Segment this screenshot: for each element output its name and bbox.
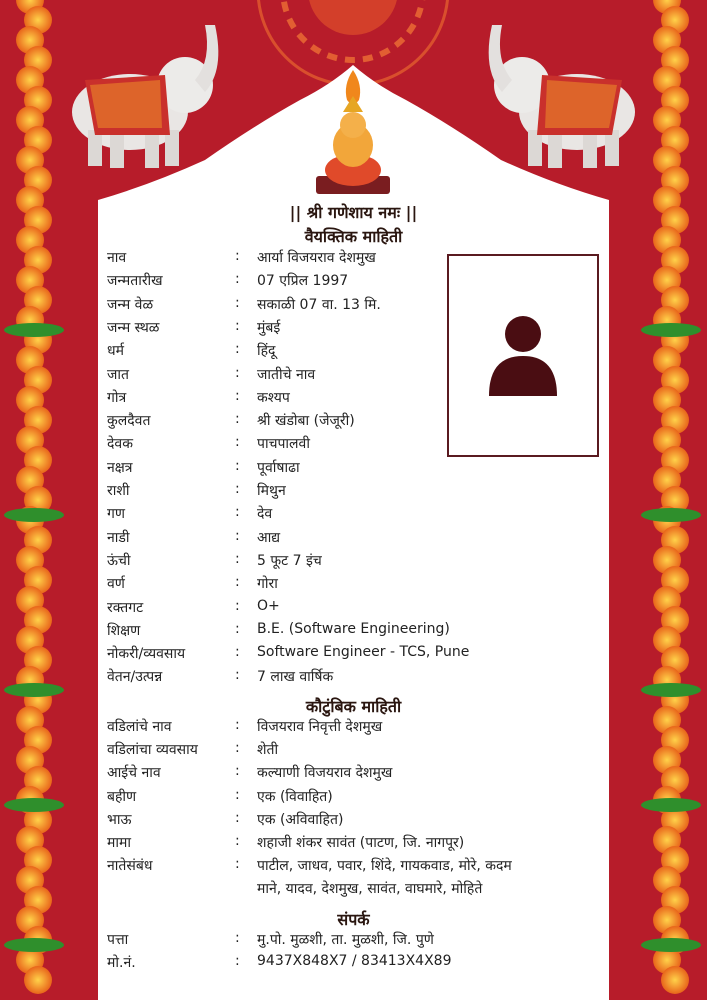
field-value: Software Engineer - TCS, Pune <box>257 644 470 661</box>
field-value: कल्याणी विजयराव देशमुख <box>257 765 393 782</box>
field-value: हिंदू <box>257 343 276 360</box>
field-value: मुंबई <box>257 319 281 336</box>
field-value: माने, यादव, देशमुख, सावंत, वाघमारे, मोहिते <box>257 881 483 898</box>
field-separator: : <box>235 434 240 451</box>
field-label: जन्म वेळ <box>107 296 154 313</box>
field-label: राशी <box>107 483 130 499</box>
field-separator: : <box>235 930 240 946</box>
leaf-ornament <box>4 798 64 812</box>
contact-row <box>107 953 607 977</box>
field-separator: : <box>235 527 240 544</box>
field-value: विजयराव निवृत्ती देशमुख <box>257 719 383 735</box>
family-row <box>107 833 607 857</box>
field-value: एक (अविवाहित) <box>257 811 344 828</box>
field-value: मिथुन <box>257 483 286 499</box>
field-value: जातीचे नाव <box>257 366 316 383</box>
field-separator: : <box>235 341 240 358</box>
field-label: देवक <box>107 436 133 453</box>
field-value: पूर्वाषाढा <box>257 459 300 476</box>
field-separator: : <box>235 364 240 381</box>
field-value: पाचपालवी <box>257 436 310 453</box>
field-label: मामा <box>107 835 131 851</box>
personal-row <box>107 667 607 691</box>
field-separator: : <box>235 809 240 826</box>
field-separator: : <box>235 786 240 803</box>
field-label: शिक्षण <box>107 622 141 639</box>
field-value: B.E. (Software Engineering) <box>257 620 450 637</box>
family-row <box>107 879 607 903</box>
field-label: नाडी <box>107 529 130 546</box>
personal-row <box>107 551 607 575</box>
field-value: आद्य <box>257 529 281 546</box>
field-label: भाऊ <box>107 811 132 828</box>
field-separator: : <box>235 667 240 684</box>
personal-row <box>107 644 607 668</box>
field-separator: : <box>235 717 240 733</box>
field-label: ऊंची <box>107 552 131 569</box>
field-label: पत्ता <box>107 932 129 948</box>
personal-row <box>107 621 607 645</box>
field-separator: : <box>235 481 240 497</box>
family-row <box>107 787 607 811</box>
field-separator: : <box>235 387 240 404</box>
family-row <box>107 810 607 834</box>
field-separator: : <box>235 856 240 873</box>
field-separator: : <box>235 411 240 428</box>
field-label: नोकरी/व्यवसाय <box>107 646 186 663</box>
field-label: कुलदैवत <box>107 413 151 430</box>
field-value: 9437X848X7 / 83413X4X89 <box>257 953 452 969</box>
field-label: गण <box>107 506 126 523</box>
field-separator: : <box>235 550 240 567</box>
personal-row <box>107 481 607 505</box>
field-value: शेती <box>257 742 279 759</box>
family-row <box>107 717 607 741</box>
field-value: गोरा <box>257 576 278 593</box>
leaf-ornament <box>641 323 701 337</box>
contact-section-heading: संपर्क <box>337 910 370 929</box>
leaf-ornament <box>4 938 64 952</box>
field-value: देव <box>257 506 273 523</box>
leaf-ornament <box>4 323 64 337</box>
family-row <box>107 763 607 787</box>
field-separator: : <box>235 271 240 288</box>
field-value: 07 एप्रिल 1997 <box>257 273 349 290</box>
personal-row <box>107 528 607 552</box>
leaf-ornament <box>641 798 701 812</box>
field-value: पाटील, जाधव, पवार, शिंदे, गायकवाड, मोरे, कदम <box>257 858 512 875</box>
personal-row <box>107 458 607 482</box>
field-separator: : <box>235 457 240 474</box>
contact-row <box>107 930 607 954</box>
field-separator: : <box>235 953 240 969</box>
field-label: धर्म <box>107 343 124 360</box>
field-separator: : <box>235 620 240 637</box>
personal-section-heading: वैयक्तिक माहिती <box>304 227 403 246</box>
field-label: जन्मतारीख <box>107 273 163 290</box>
leaf-ornament <box>641 938 701 952</box>
field-value: एक (विवाहित) <box>257 788 333 805</box>
person-silhouette-icon <box>449 256 597 455</box>
family-section-heading: कौटुंबिक माहिती <box>305 697 402 716</box>
field-value: 5 फूट 7 इंच <box>257 552 322 569</box>
field-value: मु.पो. मुळशी, ता. मुळशी, जि. पुणे <box>257 932 434 948</box>
field-label: वेतन/उत्पन्न <box>107 669 163 686</box>
field-label: नाव <box>107 250 127 266</box>
field-label: नक्षत्र <box>107 459 133 476</box>
marigold-flower <box>24 966 52 994</box>
field-label: रक्तगट <box>107 599 144 616</box>
field-separator: : <box>235 317 240 334</box>
field-label: वर्ण <box>107 576 125 593</box>
photo-placeholder <box>447 254 599 457</box>
field-value: O+ <box>257 597 280 614</box>
leaf-ornament <box>641 508 701 522</box>
personal-row <box>107 504 607 528</box>
field-value: शहाजी शंकर सावंत (पाटण, जि. नागपूर) <box>257 835 465 851</box>
personal-row <box>107 598 607 622</box>
field-label: जन्म स्थळ <box>107 319 160 336</box>
field-separator: : <box>235 574 240 591</box>
field-separator: : <box>235 504 240 521</box>
field-label: गोत्र <box>107 389 127 406</box>
field-value: आर्या विजयराव देशमुख <box>257 250 376 266</box>
field-value: सकाळी 07 वा. 13 मि. <box>257 296 381 313</box>
field-separator: : <box>235 597 240 614</box>
field-value: कश्यप <box>257 389 290 406</box>
family-row <box>107 856 607 880</box>
field-separator: : <box>235 740 240 757</box>
field-label: वडिलांचे नाव <box>107 719 172 735</box>
personal-row <box>107 574 607 598</box>
invocation-heading: || श्री गणेशाय नमः || <box>289 203 418 222</box>
field-label: जात <box>107 366 129 383</box>
leaf-ornament <box>4 508 64 522</box>
field-label: बहीण <box>107 788 137 805</box>
field-value: 7 लाख वार्षिक <box>257 669 334 686</box>
family-row <box>107 740 607 764</box>
marigold-flower <box>661 966 689 994</box>
field-value: श्री खंडोबा (जेजूरी) <box>257 413 355 430</box>
field-separator: : <box>235 763 240 780</box>
field-separator: : <box>235 294 240 311</box>
field-separator: : <box>235 644 240 661</box>
field-label: नातेसंबंध <box>107 858 153 875</box>
field-label: वडिलांचा व्यवसाय <box>107 742 198 759</box>
field-label: मो.नं. <box>107 955 136 971</box>
field-separator: : <box>235 833 240 849</box>
field-separator: : <box>235 248 240 264</box>
field-label: आईचे नाव <box>107 765 161 782</box>
